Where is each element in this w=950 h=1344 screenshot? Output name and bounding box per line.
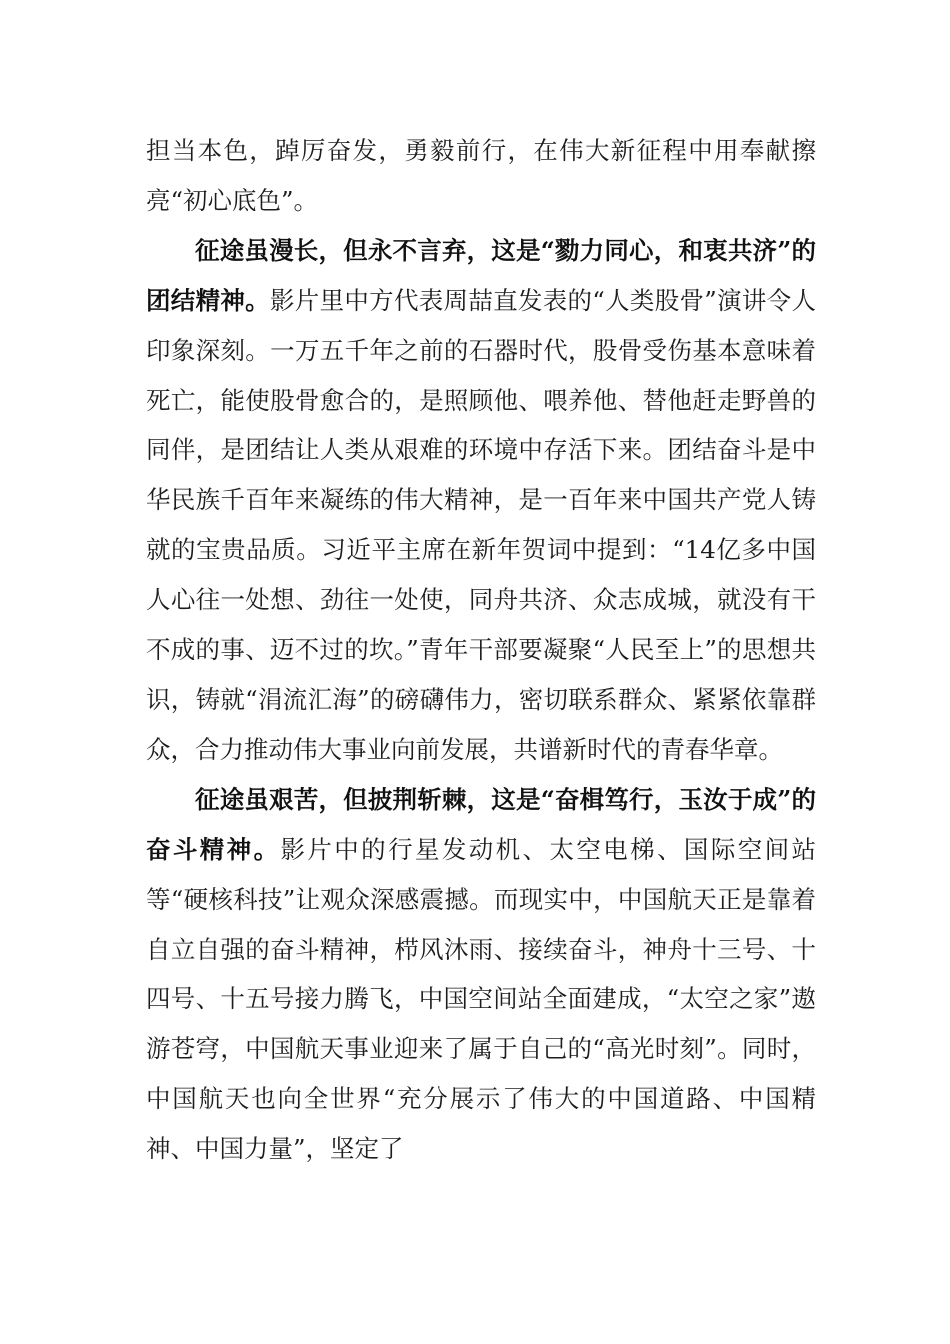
paragraph-struggle-spirit bbox=[146, 775, 816, 1174]
paragraph-continuation bbox=[146, 126, 816, 226]
paragraph-lead: 征途虽漫长，但永不言弃，这是“勠力同心，和衷共济”的团结精神。 bbox=[146, 235, 816, 315]
paragraph-text: 影片中的行星发动机、太空电梯、国际空间站等“硬核科技”让观众深感震撼。而现实中，中国航天正是靠着自立自强的奋斗精神，栉风沐雨、接续奋斗，神舟十三号、十四号、十五号接力腾飞，中国空间站全面建成，“太空之家”遨游苍穹，中国航天事业迎来了属于自己的“高光时刻”。同时，中国航天也向全世界“充分展示了伟大的中国道路、中国精神、中国力量”，坚定了 bbox=[146, 834, 817, 1164]
paragraph-text: 影片里中方代表周喆直发表的“人类股骨”演讲令人印象深刻。一万五千年之前的石器时代，股骨受伤基本意味着死亡，能使股骨愈合的，是照顾他、喂养他、替他赶走野兽的同伴，是团结让人类从艰难的环境中存活下来。团结奋斗是中华民族千百年来凝练的伟大精神，是一百年来中国共产党人铸就的宝贵品质。习近平主席在新年贺词中提到：“14亿多中国人心往一处想、劲往一处使，同舟共济、众志成城，就没有干不成的事、迈不过的坎。”青年干部要凝聚“人民至上”的思想共识，铸就“涓流汇海”的磅礴伟力，密切联系群众、紧紧依靠群众，合力推动伟大事业向前发展，共谱新时代的青春华章。 bbox=[146, 285, 817, 764]
paragraph-lead: 征途虽艰苦，但披荆斩棘，这是“奋楫笃行，玉汝于成”的奋斗精神。 bbox=[146, 784, 816, 864]
document-body bbox=[146, 126, 816, 1174]
paragraph-unity-spirit bbox=[146, 226, 816, 775]
paragraph-text: 担当本色，踔厉奋发，勇毅前行，在伟大新征程中用奉献擦亮“初心底色”。 bbox=[146, 136, 816, 215]
